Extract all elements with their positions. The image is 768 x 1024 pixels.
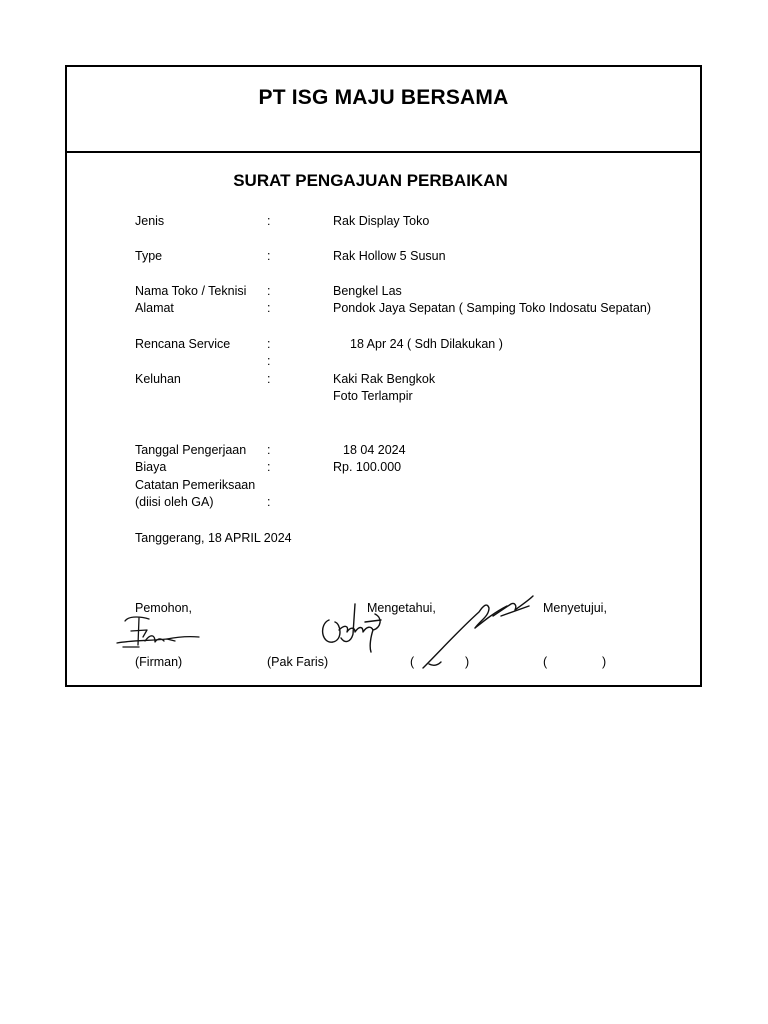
signature-paren-open: ( xyxy=(543,655,548,669)
colon: : xyxy=(267,214,271,228)
colon: : xyxy=(267,443,271,457)
field-value-alamat: Pondok Jaya Sepatan ( Samping Toko Indosatu Sepatan) xyxy=(333,301,652,315)
field-label-nama-toko: Nama Toko / Teknisi xyxy=(135,284,247,298)
document-title: SURAT PENGAJUAN PERBAIKAN xyxy=(233,171,508,190)
field-value-type: Rak Hollow 5 Susun xyxy=(333,249,446,263)
field-label-catatan-2: (diisi oleh GA) xyxy=(135,495,214,509)
place-date: Tanggerang, 18 APRIL 2024 xyxy=(135,531,292,545)
field-value-jenis: Rak Display Toko xyxy=(333,214,430,228)
signature-label-menyetujui: Menyetujui, xyxy=(543,601,607,615)
colon: : xyxy=(267,354,271,368)
colon: : xyxy=(267,372,271,386)
field-label-keluhan: Keluhan xyxy=(135,372,181,386)
field-value-rencana-service: 18 Apr 24 ( Sdh Dilakukan ) xyxy=(350,337,503,351)
signature-label-pemohon: Pemohon, xyxy=(135,601,192,615)
company-name: PT ISG MAJU BERSAMA xyxy=(258,86,509,109)
field-label-biaya: Biaya xyxy=(135,460,167,474)
signature-firman-scribble xyxy=(109,611,209,655)
field-value-keluhan: Kaki Rak Bengkok xyxy=(333,372,436,386)
signature-name-firman: (Firman) xyxy=(135,655,183,669)
colon: : xyxy=(267,460,271,474)
field-label-type: Type xyxy=(135,249,163,263)
field-value-keluhan-2: Foto Terlampir xyxy=(333,389,413,403)
signature-paren-open: ( xyxy=(410,655,415,669)
colon: : xyxy=(267,301,271,315)
signature-pak-faris-scribble xyxy=(317,600,389,656)
colon: : xyxy=(267,495,271,509)
field-label-tanggal-pengerjaan: Tanggal Pengerjaan xyxy=(135,443,247,457)
field-value-tanggal-pengerjaan: 18 04 2024 xyxy=(343,443,406,457)
field-value-biaya: Rp. 100.000 xyxy=(333,460,402,474)
signature-paren-close: ) xyxy=(602,655,607,669)
document-frame xyxy=(65,65,702,687)
signature-paren-close: ) xyxy=(465,655,470,669)
field-label-jenis: Jenis xyxy=(135,214,165,228)
field-label-catatan: Catatan Pemeriksaan xyxy=(135,478,256,492)
field-label-rencana-service: Rencana Service xyxy=(135,337,231,351)
colon: : xyxy=(267,337,271,351)
signature-name-pak-faris: (Pak Faris) xyxy=(267,655,329,669)
colon: : xyxy=(267,249,271,263)
colon: : xyxy=(267,284,271,298)
header-divider xyxy=(67,151,700,153)
signature-label-mengetahui: Mengetahui, xyxy=(367,601,436,615)
signature-approver-scribble xyxy=(419,594,541,672)
field-value-nama-toko: Bengkel Las xyxy=(333,284,402,298)
field-label-alamat: Alamat xyxy=(135,301,174,315)
